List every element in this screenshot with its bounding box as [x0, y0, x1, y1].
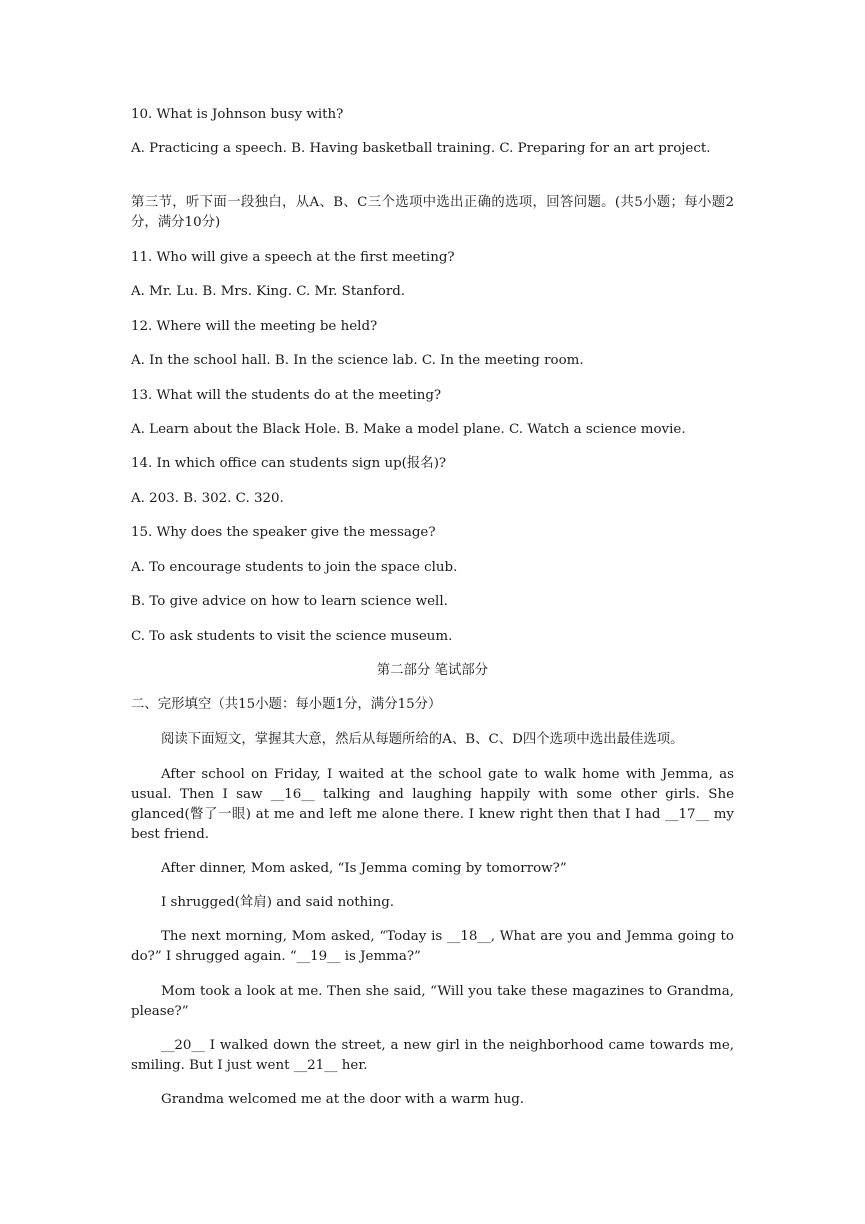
- question-15: 15. Why does the speaker give the message?: [131, 525, 436, 540]
- question-11-options: A. Mr. Lu. B. Mrs. King. C. Mr. Stanford.: [131, 284, 406, 299]
- cloze-section-title: 二、完形填空（共15小题：每小题1分，满分15分）: [131, 697, 442, 712]
- cloze-paragraph: After school on Friday, I waited at the school gate to walk home with Jemma, as usual. Then I saw __16__ talking and laughing happily with some other girls. She glanced(瞥了一眼) at me and left me alone there. I knew right then that I had __17__ my best friend.: [131, 767, 734, 842]
- cloze-paragraph: The next morning, Mom asked, “Today is __18__, What are you and Jemma going to do?” I shrugged again. “__19__ is Jemma?”: [131, 929, 734, 964]
- question-11: 11. Who will give a speech at the first meeting?: [131, 250, 455, 265]
- question-14-options: A. 203. B. 302. C. 320.: [131, 491, 284, 506]
- cloze-paragraph: Mom took a look at me. Then she said, “Will you take these magazines to Grandma, please?”: [131, 984, 734, 1019]
- cloze-instruction: 阅读下面短文，掌握其大意，然后从每题所给的A、B、C、D四个选项中选出最佳选项。: [161, 732, 684, 747]
- cloze-paragraph: After dinner, Mom asked, “Is Jemma coming by tomorrow?”: [161, 861, 567, 876]
- cloze-paragraph: Grandma welcomed me at the door with a warm hug.: [161, 1092, 525, 1107]
- question-14: 14. In which office can students sign up(报名)?: [131, 456, 447, 471]
- question-12-options: A. In the school hall. B. In the science lab. C. In the meeting room.: [131, 353, 584, 368]
- question-15-option-c: C. To ask students to visit the science museum.: [131, 629, 453, 644]
- cloze-paragraph: __20__ I walked down the street, a new girl in the neighborhood came towards me, smiling. But I just went __21__ her.: [131, 1038, 734, 1073]
- part-2-heading: 第二部分 笔试部分: [376, 663, 489, 678]
- question-15-option-a: A. To encourage students to join the space club.: [131, 560, 458, 575]
- question-10-options: A. Practicing a speech. B. Having basketball training. C. Preparing for an art project.: [131, 141, 711, 156]
- question-12: 12. Where will the meeting be held?: [131, 319, 378, 334]
- cloze-paragraph: I shrugged(耸肩) and said nothing.: [161, 895, 395, 910]
- question-13: 13. What will the students do at the meeting?: [131, 388, 442, 403]
- question-15-option-b: B. To give advice on how to learn science well.: [131, 594, 448, 609]
- section-3-instruction: 第三节，听下面一段独白，从A、B、C三个选项中选出正确的选项，回答问题。(共5小题；每小题2分，满分10分): [131, 195, 734, 230]
- question-13-options: A. Learn about the Black Hole. B. Make a model plane. C. Watch a science movie.: [131, 422, 686, 437]
- question-10: 10. What is Johnson busy with?: [131, 107, 344, 122]
